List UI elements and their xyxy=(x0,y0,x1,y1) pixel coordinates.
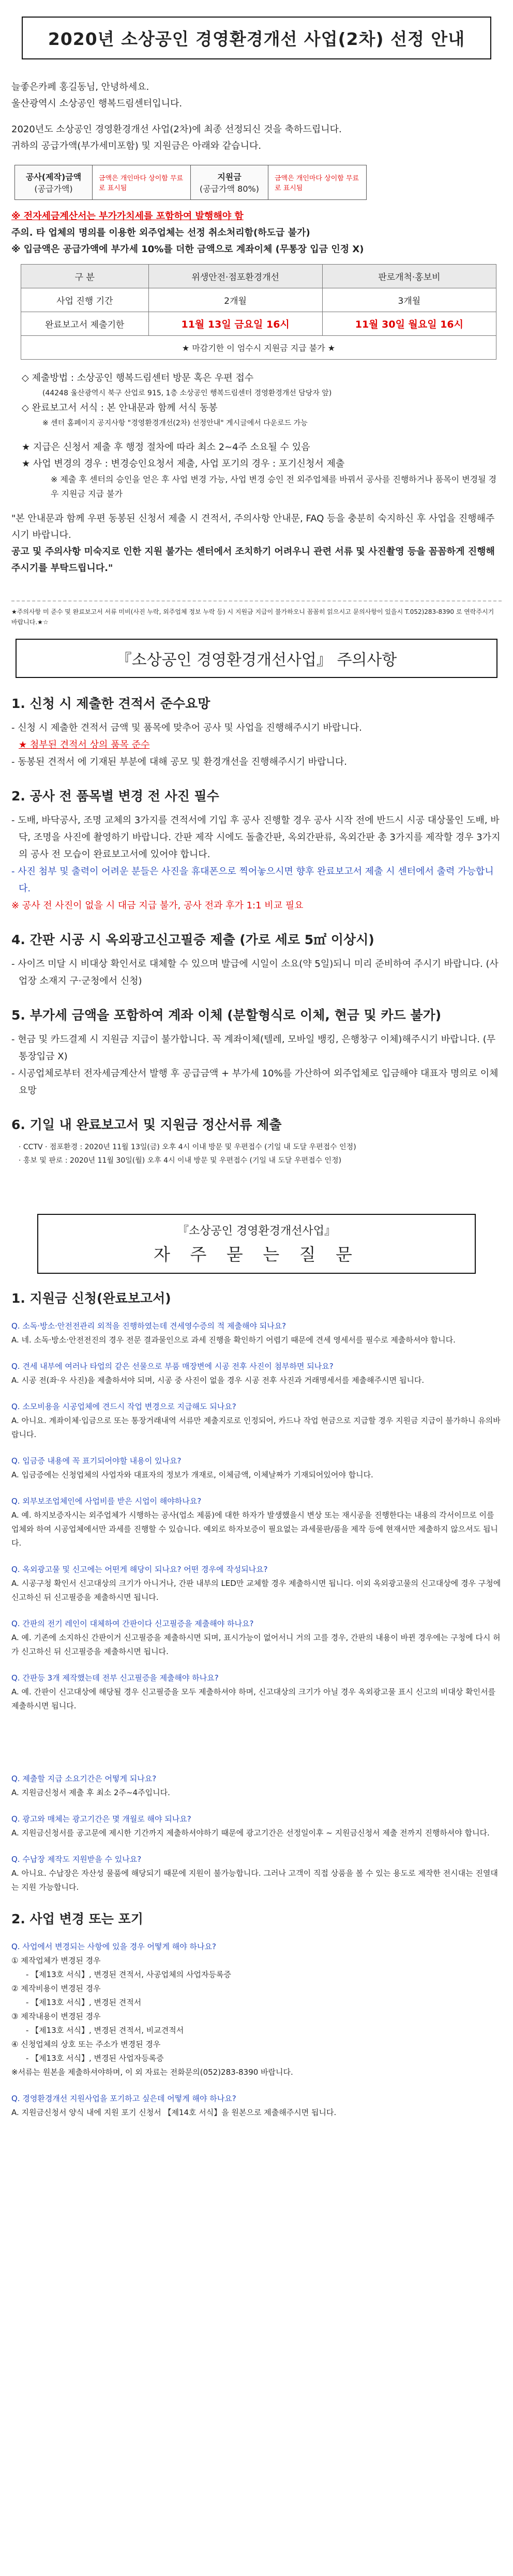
faq-question: Q. 간판등 3개 제작했는데 전부 신고필증을 제출해야 하나요? xyxy=(11,1673,219,1683)
faq-question: Q. 제출할 지급 소요기간은 어떻게 되나요? xyxy=(11,1774,157,1783)
faq-answer: A. 아니요. 수납장은 자산성 물품에 해당되기 때문에 지원이 불가능합니다. 그러나 고객이 직접 상품을 볼 수 있는 용도로 제작한 전시대는 진열대는 지원 가능합니다. xyxy=(11,1869,498,1892)
faq-answer: A. 예. 간판이 신고대상에 해당될 경우 신고필증을 모두 제출하셔야 하며, 신고대상의 크기가 아닐 경우 옥외광고물 표시 신고의 비대상 확인서를 제출하시면 됩니다. xyxy=(11,1687,496,1710)
support-sub: (공급가액 80%) xyxy=(200,184,259,194)
closing-1: "본 안내문과 함께 우편 동봉된 신청서 제출 시 견적서, 주의사항 안내문, FAQ 등을 충분히 숙지하신 후 사업을 진행해주시기 바랍니다. xyxy=(11,513,495,541)
faq2-item: - 【제13호 서식】, 변경된 견적서, 비교견적서 xyxy=(26,2026,184,2035)
schedule-footer: ★ 마감기한 이 엄수시 지원금 지급 불가 ★ xyxy=(21,336,496,360)
star-note-2: ★ 사업 변경의 경우 : 변경승인요청서 제출, 사업 포기의 경우 : 포기신청서 제출 xyxy=(22,458,345,469)
caution-4-title: 4. 간판 시공 시 옥외광고신고필증 제출 (가로 세로 5㎡ 이상시) xyxy=(11,932,374,947)
report-form: ◇ 완료보고서 서식 : 본 안내문과 함께 서식 동봉 xyxy=(22,403,218,413)
caution-1-c: - 동봉된 견적서 에 기재된 부분에 대해 공모 및 환경개선을 진행해주시기 바랍니다. xyxy=(11,757,347,767)
caution-5-b: - 시공업체로부터 전자세금계산서 발행 후 공급금액 + 부가세 10%를 가산하여 외주업체로 입금해야 대표자 명의로 이체 요망 xyxy=(11,1068,499,1096)
caution-2-title: 2. 공사 전 품목별 변경 전 사진 필수 xyxy=(11,789,219,804)
note-caution: 주의. 타 업체의 명의를 이용한 외주업체는 선정 취소처리함(하도급 불가) xyxy=(11,227,310,238)
faq2-item: - 【제13호 서식】, 변경된 견적서 xyxy=(26,1998,142,2007)
star-note-2-sub: ※ 제출 후 센터의 승인을 얻은 후 사업 변경 가능, 사업 변경 승인 전 외주업체를 바꿔서 공사를 진행하거나 품목이 변경될 경우 지원금 지급 불가 xyxy=(51,474,497,499)
faq2-answer-2: A. 지원금신청서 양식 내에 지원 포기 신청서 【제14호 서식】을 원본으로 제출해주시면 됩니다. xyxy=(11,2108,337,2117)
page-title: 2020년 소상공인 경영환경개선 사업(2차) 선정 안내 xyxy=(22,17,491,59)
faq-question: Q. 입금증 내용에 꼭 표기되어야할 내용이 있나요? xyxy=(11,1456,182,1466)
faq2-item: ※서류는 원본을 제출하셔야하며, 이 외 자료는 전화문의(052)283-8390 바랍니다. xyxy=(11,2068,293,2077)
schedule-row2-c2: 11월 30일 월요일 16시 xyxy=(322,312,496,336)
faq-question: Q. 소독·방소·안전전관리 외적을 진행하였는데 견세영수증의 적 제출해야 되나요? xyxy=(11,1321,286,1331)
caution-2-c: ※ 공사 전 사진이 없을 시 대금 지급 불가, 공사 전과 후가 1:1 비교 필요 xyxy=(11,900,304,911)
schedule-table xyxy=(21,264,496,360)
apply-address: (44248 울산광역시 북구 산업로 915, 1층 소상공인 행복드림센터 경영환경개선 담당자 앞) xyxy=(42,389,332,397)
faq-question: Q. 외부보조업체인에 사업비를 받은 시업이 해야하나요? xyxy=(11,1497,202,1506)
faq2-item: ① 제작업체가 변경된 경우 xyxy=(11,1956,101,1965)
caution-2-a: - 도배, 바닥공사, 조명 교체의 3가지를 견적서에 기입 후 공사 진행할 경우 공사 시작 전에 반드시 시공 대상물인 도배, 바닥, 조명을 사진에 촬영하기 바랍니다. 간판 제작 시에도 돌출간판, 옥외간판류, 옥외간판 총 3가지를 제작할 경우 3가지의 공사 전 모습이 완료보고서에 있어야 합니다. xyxy=(11,815,501,860)
caution-4-a: - 사이즈 미달 시 비대상 확인서로 대체할 수 있으며 발급에 시일이 소요(약 5일)되니 미리 준비하여 주시기 바랍니다. (사업장 소재지 구·군청에서 신청) xyxy=(11,959,499,986)
faq-question: Q. 소모비용을 시공업체에 견드시 작업 변경으로 지급해도 되나요? xyxy=(11,1402,236,1411)
caution-5-a: - 현금 및 카드결제 시 지원금 지급이 불가합니다. 꼭 계좌이체(텔레, 모바일 뱅킹, 은행창구 이체)해주시기 바랍니다. (무통장입금 X) xyxy=(11,1034,496,1062)
faq-spacer xyxy=(11,1713,502,1760)
caution-6-a: · CCTV · 점포환경 : 2020년 11월 13일(금) 오후 4시 이내 방문 및 우편접수 (기일 내 도달 우편접수 인정) xyxy=(19,1143,356,1151)
faq2-items xyxy=(11,1954,502,2079)
support-label: 지원금 xyxy=(217,172,242,182)
caution-1-b: ★ 첨부된 견적서 상의 품목 준수 xyxy=(19,739,150,750)
faq-section-1-title: 1. 지원금 신청(완료보고서) xyxy=(11,1291,171,1306)
faq2-question-2: Q. 경영환경개선 지원사업을 포기하고 싶은데 어떻게 해야 하나요? xyxy=(11,2094,236,2103)
faq2-item: ④ 신청업체의 상호 또는 주소가 변경된 경우 xyxy=(11,2040,161,2049)
faq-question: Q. 옥외광고물 및 신고에는 어떤게 해당이 되나요? 어떤 경우에 작성되나요? xyxy=(11,1565,268,1574)
supply-sub: (공급가액) xyxy=(34,184,73,194)
star-note-1: ★ 지급은 신청서 제출 후 행정 절차에 따라 최소 2~4주 소요될 수 있음 xyxy=(22,442,310,453)
faq-answer: A. 아니요. 계좌이체·입금으로 또는 통장거래내역 서류만 제출지로로 인정되어, 카드나 작업 현금으로 지급할 경우 지원금 지급이 불가하니 유의바랍니다. xyxy=(11,1416,501,1439)
schedule-row1-c2: 3개월 xyxy=(322,288,496,312)
support-value: 금액은 개인마다 상이함 무료로 표시됨 xyxy=(268,165,367,200)
caution-6-title: 6. 기일 내 완료보고서 및 지원금 정산서류 제출 xyxy=(11,1117,282,1132)
faq-section-2-title: 2. 사업 변경 또는 포기 xyxy=(11,1911,143,1926)
schedule-row2-c1: 11월 13일 금요일 16시 xyxy=(148,312,322,336)
caution-6-b: · 홍보 및 판로 : 2020년 11월 30일(월) 오후 4시 이내 방문 및 우편접수 (기일 내 도달 우편접수 인정) xyxy=(19,1156,342,1165)
faq-answer: A. 시공 전(좌·우 사진)을 제출하셔야 되며, 시공 중 사진이 없을 경우 시공 전후 사진과 거래명세서를 제출해주시면 됩니다. xyxy=(11,1376,425,1385)
faq2-question-1: Q. 사업에서 변경되는 사항에 있을 경우 어떻게 해야 하나요? xyxy=(11,1942,216,1951)
faq-answer: A. 지원금신청서 제출 후 최소 2주~4주입니다. xyxy=(11,1788,170,1797)
faq2-item: ② 제작비용이 변경된 경우 xyxy=(11,1984,101,1993)
warning-notice: ★주의사항 미 준수 및 완료보고서 서류 미비(사진 누락, 외주업체 정보 누락 등) 시 지원금 지급이 불가하오니 꼼꼼히 읽으시고 문의사항이 있을시 T.052)283-8390 로 연락주시기 바랍니다.★☆ xyxy=(11,600,502,627)
caution-1-title: 1. 신청 시 제출한 견적서 준수요망 xyxy=(11,696,210,711)
faq-title: 『소상공인 경영환경개선사업』 xyxy=(177,1225,336,1238)
faq-answer: A. 지원금신청서를 공고문에 제시한 기간까지 제출하셔야하기 때문에 광고기간은 선정일이후 ~ 지원금신청서 제출 전까지 진행하셔야 합니다. xyxy=(11,1828,490,1838)
faq-subtitle: 자 주 묻 는 질 문 xyxy=(154,1244,359,1264)
caution-title: 『소상공인 경영환경개선사업』 주의사항 xyxy=(16,639,497,678)
caution-2-b: - 사진 첨부 및 출력이 어려운 분들은 사진을 휴대폰으로 찍어놓으시면 향후 완료보고서 제출 시 센터에서 출력 가능합니다. xyxy=(11,866,494,894)
schedule-row1-label: 사업 진행 기간 xyxy=(21,288,149,312)
faq-title-box xyxy=(37,1214,476,1274)
schedule-row2-label: 완료보고서 제출기한 xyxy=(21,312,149,336)
caution-1-a: - 신청 시 제출한 견적서 금액 및 품목에 맞추어 공사 및 사업을 진행해주시기 바랍니다. xyxy=(11,722,362,733)
supply-value: 금액은 개인마다 상이함 무료로 표시됨 xyxy=(93,165,191,200)
caution-5-title: 5. 부가세 금액을 포함하여 계좌 이체 (분할형식로 이체, 현금 및 카드 불가) xyxy=(11,1008,442,1023)
intro-line-2: 귀하의 공급가액(부가세미포함) 및 지원금은 아래와 같습니다. xyxy=(11,141,262,151)
price-table xyxy=(14,165,367,200)
faq-answer: A. 예. 하지보증자시는 외주업체가 시행하는 공사(업소 제품)에 대한 하자가 발생했을시 변상 또는 재시공을 진행한다는 내용의 각서이므로 이를 업체와 하여 시공업체에서만 과세를 진행할 수 있습니다. 예외로 하자보증이 필요없는 과세물판/품을 제작 등에 현재서만 제출하지 않으셔도 됩니다. xyxy=(11,1510,499,1548)
schedule-col-2: 판로개척·홍보비 xyxy=(322,265,496,288)
note-vat: ※ 전자세금계산서는 부가가치세를 포함하여 발행해야 함 xyxy=(11,211,244,222)
faq-question: Q. 수납장 제작도 지원받을 수 있나요? xyxy=(11,1855,142,1864)
schedule-row1-c1: 2개월 xyxy=(148,288,322,312)
faq-answer: A. 입금증에는 신청업체의 사업자와 대표자의 정보가 개재로, 이체금액, 이체날짜가 기재되어있어야 합니다. xyxy=(11,1470,373,1479)
support-label-cell xyxy=(191,165,268,200)
faq-question: Q. 간판의 전기 레인이 대체하여 간판이다 신고필증을 제출해야 하나요? xyxy=(11,1619,254,1628)
apply-method: ◇ 제출방법 : 소상공인 행복드림센터 방문 혹은 우편 접수 xyxy=(22,373,254,383)
faq-question: Q. 광고와 매체는 광고기간은 몇 개월로 해야 되나요? xyxy=(11,1814,191,1824)
faq2-item: - 【제13호 서식】, 변경된 견적서, 사공업체의 사업자등록증 xyxy=(26,1970,231,1979)
faq-question: Q. 견세 내부에 여러나 타업의 같은 선물으로 부품 매장변에 시공 전후 사진이 첨부하면 되나요? xyxy=(11,1362,334,1371)
faq2-item: ③ 제작내용이 변경된 경우 xyxy=(11,2012,101,2021)
schedule-col-1: 위생안전·점포환경개선 xyxy=(148,265,322,288)
faq-answer: A. 예. 기존에 소지하신 간판이거 신고필증을 제출하시면 되며, 표시가능이 없어서니 거의 고를 경우, 간판의 내용이 바뀐 경우에는 구청에 다시 허가 신고하신 뒤 신고필증을 제출하시면 됩니다. xyxy=(11,1633,501,1656)
greeting: 늘좋은카페 홍길동님, 안녕하세요. xyxy=(11,82,149,92)
faq-list-1 xyxy=(11,1319,502,1894)
schedule-col-0: 구 분 xyxy=(21,265,149,288)
note-payment: ※ 입금액은 공급가액에 부가세 10%를 더한 금액으로 계좌이체 (무통장 입금 인정 X) xyxy=(11,244,364,255)
faq-answer: A. 네. 소독·방소·안전전진의 경우 전문 결과물인으로 과세 진행을 확인하기 어렵기 때문에 견세 영세서를 필수로 제출하셔야 합니다. xyxy=(11,1335,456,1345)
supply-label: 공사(제작)금액 xyxy=(25,172,82,182)
supply-label-cell xyxy=(15,165,93,200)
closing-2: 공고 및 주의사항 미숙지로 인한 지원 불가는 센터에서 조치하기 어려우니 관련 서류 및 사진촬영 등을 꼼꼼하게 진행해주시기를 부탁드립니다." xyxy=(11,546,495,574)
org-intro: 울산광역시 소상공인 행복드림센터입니다. xyxy=(11,98,183,109)
intro-line-1: 2020년도 소상공인 경영환경개선 사업(2차)에 최종 선정되신 것을 축하드립니다. xyxy=(11,124,342,135)
report-form-sub: ※ 센터 홈페이지 공지사항 "경영환경개선(2차) 선정안내" 게시글에서 다운로드 가능 xyxy=(42,419,308,427)
faq-answer: A. 시공구청 확인서 신고대상의 크기가 아니거나, 간판 내부의 LED만 교체할 경우 제출하시면 됩니다. 이외 옥외광고물의 신고대상에 경우 구청에 신고하신 뒤 신고필증을 제출하시면 됩니다. xyxy=(11,1579,501,1602)
faq2-item: - 【제13호 서식】, 변경된 사업자등록증 xyxy=(26,2054,164,2063)
